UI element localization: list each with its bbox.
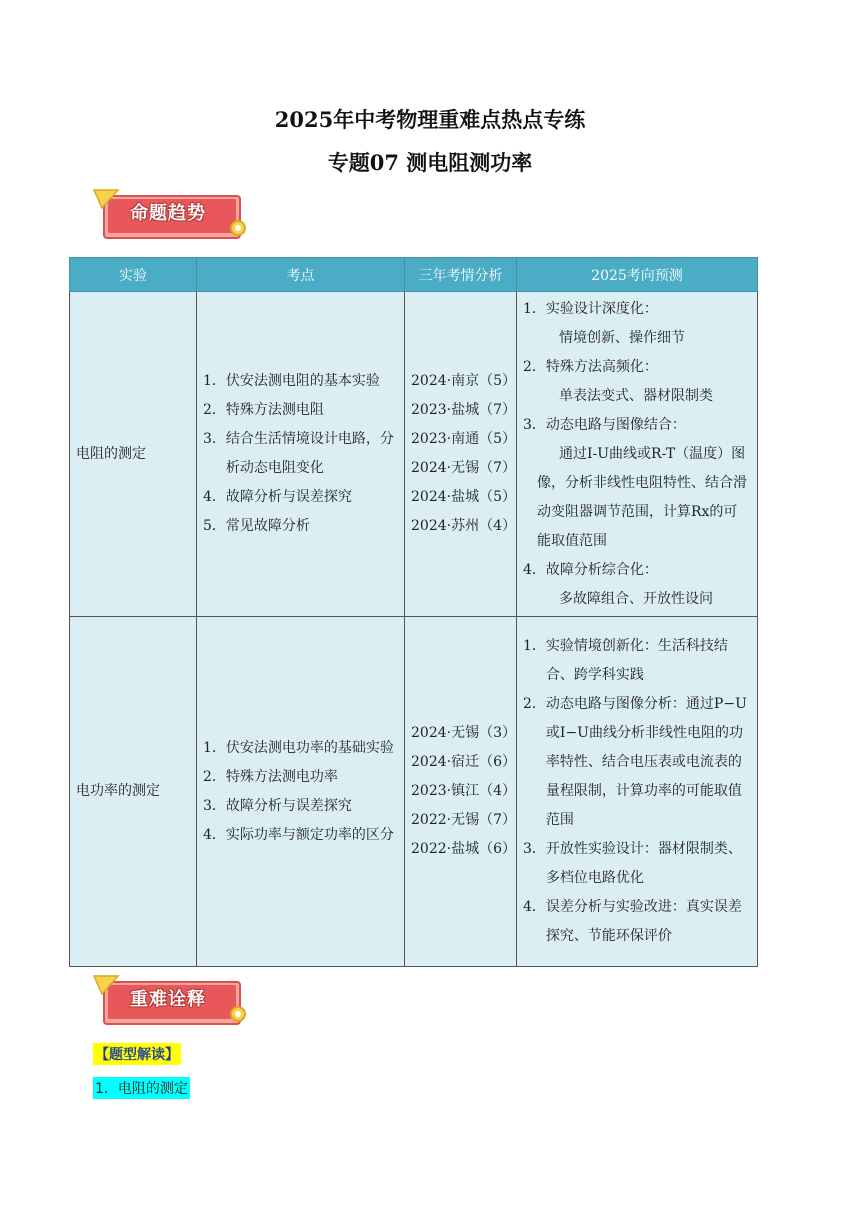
item-text: 故障分析与误差探究 — [225, 489, 352, 505]
section-item-heading: 1．电阻的测定 — [93, 1077, 190, 1099]
item-number: 3． — [203, 431, 226, 447]
year-entry: 2023·盐城（7） — [411, 402, 516, 418]
points-cell — [197, 292, 405, 617]
item-number: 5． — [203, 518, 226, 534]
list-item — [203, 763, 398, 792]
item-detail: 多故障组合、开放性设问 — [559, 590, 713, 607]
item-text: 误差分析与实验改进：真实误差探究、节能环保评价 — [545, 899, 742, 944]
year-entry: 2024·南京（5） — [411, 373, 516, 389]
banner-explain — [92, 972, 252, 1034]
item-number: 4． — [523, 899, 546, 915]
prediction-item — [523, 295, 751, 353]
list-item — [203, 512, 398, 541]
banner-trend-label: 命题趋势 — [130, 203, 206, 224]
section-tag: 【题型解读】 — [93, 1043, 181, 1065]
year-entry: 2022·无锡（7） — [411, 812, 516, 828]
item-number: 1． — [203, 373, 226, 389]
header-prediction: 2025考向预测 — [517, 258, 758, 292]
item-number: 1． — [523, 638, 546, 654]
prediction-cell — [517, 617, 758, 967]
item-number: 2． — [203, 768, 226, 785]
item-number: 1． — [523, 300, 546, 317]
item-number: 2． — [523, 696, 546, 712]
banner-trend — [92, 186, 252, 248]
item-number: 4． — [203, 489, 226, 505]
prediction-item — [523, 632, 751, 690]
list-item — [203, 734, 398, 763]
year-entry: 2023·南通（5） — [411, 431, 516, 447]
year-entry: 2024·苏州（4） — [411, 518, 516, 534]
item-text: 伏安法测电功率的基础实验 — [225, 739, 394, 756]
points-cell — [197, 617, 405, 967]
item-text: 特殊方法高频化： — [545, 358, 658, 375]
item-text: 伏安法测电阻的基本实验 — [225, 373, 380, 389]
item-number: 2． — [523, 358, 546, 375]
page-title: 2025年中考物理重难点热点专练 — [274, 107, 586, 132]
prediction-item — [523, 556, 751, 614]
table-row — [70, 617, 758, 967]
year-entry: 2024·无锡（3） — [411, 725, 516, 741]
prediction-item — [523, 353, 751, 411]
year-entry: 2024·无锡（7） — [411, 460, 516, 476]
list-item — [203, 821, 398, 850]
item-text: 特殊方法测电阻 — [225, 402, 324, 418]
prediction-item — [523, 835, 751, 893]
year-entry: 2022·盐城（6） — [411, 841, 516, 857]
list-item — [203, 396, 398, 425]
item-text: 结合生活情境设计电路，分析动态电阻变化 — [225, 431, 394, 476]
item-number: 4． — [203, 826, 226, 843]
list-item — [203, 483, 398, 512]
table-header-row — [70, 258, 758, 292]
item-text: 开放性实验设计：器材限制类、多档位电路优化 — [545, 841, 742, 886]
header-experiment: 实验 — [70, 258, 197, 292]
prediction-item — [523, 690, 751, 835]
year-entry: 2024·宿迁（6） — [411, 754, 516, 770]
item-number: 2． — [203, 402, 226, 418]
item-text: 动态电路与图像结合： — [545, 416, 686, 433]
analysis-table — [69, 257, 758, 967]
item-number: 3． — [203, 797, 226, 814]
item-detail: 通过I-U曲线或R-T（温度）图像，分析非线性电阻特性、结合滑动变阻器调节范围，计算Rx的可能取值范围 — [537, 445, 747, 549]
item-text: 实验设计深度化： — [545, 300, 658, 317]
list-item — [203, 425, 398, 483]
experiment-cell: 电阻的测定 — [70, 292, 197, 617]
page-subtitle: 专题07 测电阻测功率 — [327, 150, 533, 175]
item-text: 动态电路与图像分析：通过P−U或I−U曲线分析非线性电阻的功率特性、结合电压表或电流表的量程限制，计算功率的可能取值范围 — [545, 696, 747, 828]
item-number: 3． — [523, 416, 546, 433]
item-text: 实验情境创新化：生活科技结合、跨学科实践 — [545, 638, 728, 683]
years-cell — [405, 617, 517, 967]
item-text: 常见故障分析 — [225, 518, 310, 534]
item-text: 特殊方法测电功率 — [225, 768, 338, 785]
item-number: 1． — [203, 739, 226, 756]
item-detail: 情境创新、操作细节 — [559, 329, 685, 346]
year-entry: 2024·盐城（5） — [411, 489, 516, 505]
year-entry: 2023·镇江（4） — [411, 783, 516, 799]
item-number: 4． — [523, 561, 546, 578]
header-years: 三年考情分析 — [405, 258, 517, 292]
list-item — [203, 367, 398, 396]
prediction-cell — [517, 292, 758, 617]
banner-explain-label: 重难诠释 — [130, 989, 206, 1010]
table-row — [70, 292, 758, 617]
prediction-item — [523, 411, 751, 556]
header-points: 考点 — [197, 258, 405, 292]
item-text: 实际功率与额定功率的区分 — [225, 826, 394, 843]
item-detail: 单表法变式、器材限制类 — [559, 387, 713, 404]
years-cell — [405, 292, 517, 617]
prediction-item — [523, 893, 751, 951]
item-number: 3． — [523, 841, 546, 857]
item-text: 故障分析综合化： — [545, 561, 658, 578]
item-text: 故障分析与误差探究 — [225, 797, 352, 814]
experiment-cell: 电功率的测定 — [70, 617, 197, 967]
list-item — [203, 792, 398, 821]
